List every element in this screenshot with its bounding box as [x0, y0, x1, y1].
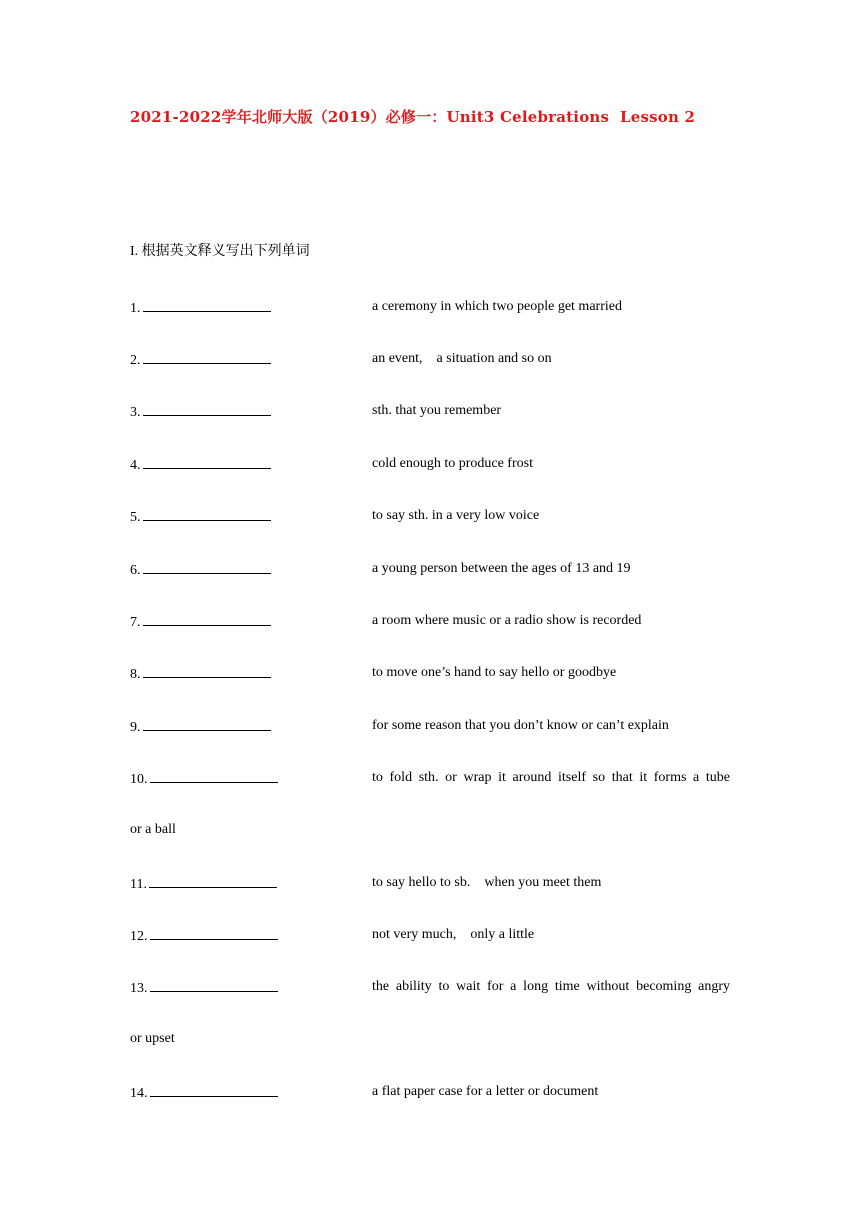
list-item [130, 507, 540, 527]
answer-blank[interactable] [143, 350, 271, 364]
answer-blank[interactable] [143, 402, 271, 416]
item-number: 3. [130, 405, 141, 420]
page-title: 2021-2022学年北师大版（2019）必修一：Unit3 Celebrations Lesson 2 [130, 108, 696, 126]
list-item [130, 664, 617, 684]
list-item [130, 402, 502, 422]
item-number: 4. [130, 458, 141, 473]
list-item [130, 926, 535, 946]
item-number: 11. [130, 877, 147, 892]
answer-blank[interactable] [150, 1083, 278, 1097]
item-definition: to fold sth. or wrap it around itself so that it forms a tube [372, 770, 730, 785]
list-item [130, 455, 533, 475]
item-definition: a flat paper case for a letter or document [372, 1084, 599, 1099]
item-number: 1. [130, 301, 141, 316]
section-heading: I. 根据英文释义写出下列单词 [130, 244, 310, 259]
item-number: 7. [130, 615, 141, 630]
answer-blank[interactable] [143, 455, 271, 469]
answer-blank[interactable] [143, 560, 271, 574]
list-item [130, 612, 642, 632]
answer-blank[interactable] [143, 717, 271, 731]
item-definition: for some reason that you don’t know or can’t explain [372, 718, 669, 733]
item-number: 2. [130, 353, 141, 368]
item-definition: to move one’s hand to say hello or goodbye [372, 665, 617, 680]
item-number: 12. [130, 929, 148, 944]
item-definition-continuation: or a ball [130, 822, 176, 837]
answer-blank[interactable] [143, 507, 271, 521]
item-number: 13. [130, 981, 148, 996]
list-item [130, 978, 730, 998]
item-number: 9. [130, 720, 141, 735]
item-definition: sth. that you remember [372, 403, 502, 418]
item-number: 14. [130, 1086, 148, 1101]
item-definition: a ceremony in which two people get married [372, 299, 622, 314]
item-number: 8. [130, 667, 141, 682]
item-definition-continuation: or upset [130, 1031, 175, 1046]
item-number: 5. [130, 510, 141, 525]
answer-blank[interactable] [150, 769, 278, 783]
list-item [130, 717, 669, 737]
item-definition: not very much, only a little [372, 927, 535, 942]
item-definition: the ability to wait for a long time without becoming angry [372, 979, 730, 994]
list-item [130, 350, 552, 370]
item-definition: to say sth. in a very low voice [372, 508, 540, 523]
item-definition: an event, a situation and so on [372, 351, 552, 366]
answer-blank[interactable] [143, 664, 271, 678]
item-definition: to say hello to sb. when you meet them [372, 875, 602, 890]
answer-blank[interactable] [143, 612, 271, 626]
item-definition: a young person between the ages of 13 and 19 [372, 561, 631, 576]
list-item [130, 298, 622, 318]
item-number: 10. [130, 772, 148, 787]
list-item [130, 769, 730, 789]
answer-blank[interactable] [143, 298, 271, 312]
list-item [130, 1083, 599, 1103]
list-item [130, 874, 602, 894]
item-number: 6. [130, 563, 141, 578]
list-item [130, 560, 631, 580]
answer-blank[interactable] [150, 978, 278, 992]
answer-blank[interactable] [150, 926, 278, 940]
item-definition: cold enough to produce frost [372, 456, 533, 471]
item-definition: a room where music or a radio show is recorded [372, 613, 642, 628]
answer-blank[interactable] [149, 874, 277, 888]
